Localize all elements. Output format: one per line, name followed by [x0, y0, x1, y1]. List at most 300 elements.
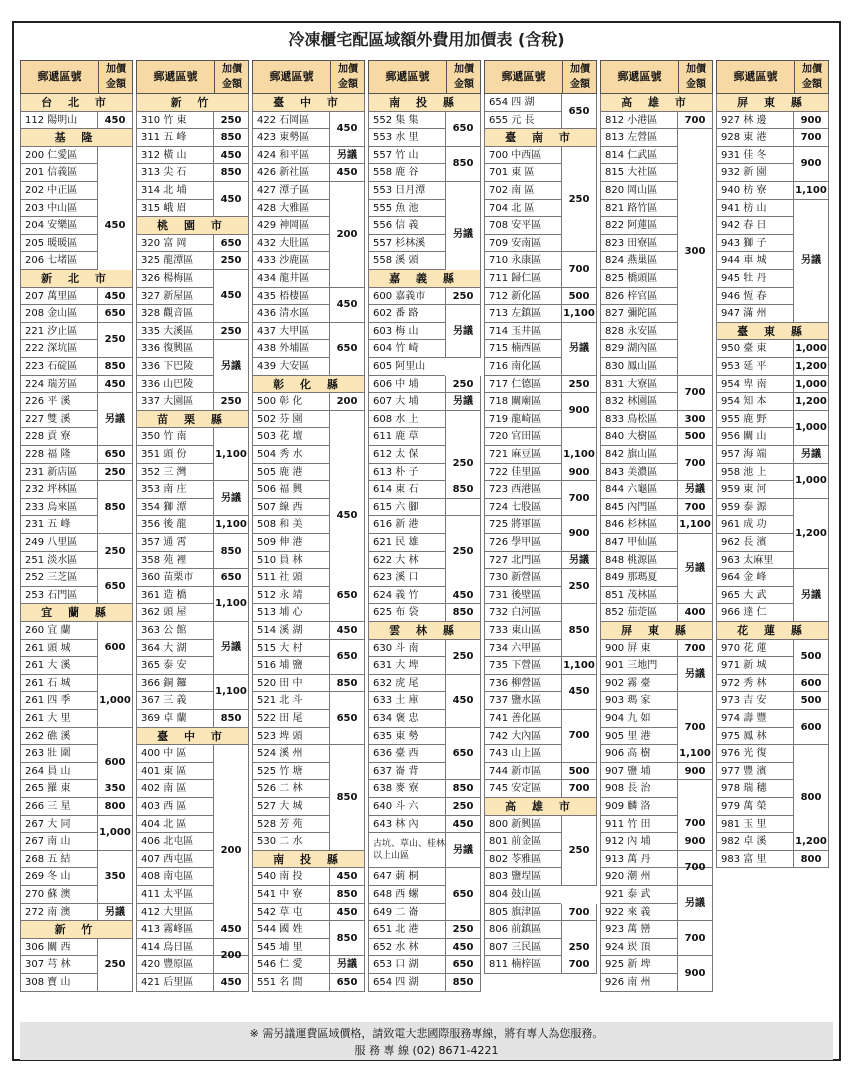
- fee-cell: 450: [329, 164, 365, 182]
- fee-cell: 250: [445, 411, 481, 517]
- fee-cell: 600: [97, 728, 133, 798]
- table-column: [136, 60, 249, 1022]
- zip-cell: 358 苑 裡: [136, 552, 213, 570]
- fee-cell: 250: [561, 921, 597, 974]
- zip-cell: 369 卓 蘭: [136, 710, 213, 728]
- zip-cell: 737 鹽水區: [484, 692, 561, 710]
- zip-cell: 652 水 林: [368, 939, 445, 957]
- fee-cell: 250: [97, 464, 133, 482]
- zip-cell: 古坑、草山、桂林以上山區: [368, 833, 445, 868]
- zip-cell: 414 烏日區: [136, 939, 213, 957]
- fee-cell: 450: [445, 816, 481, 834]
- zip-cell: 504 秀 水: [252, 446, 329, 464]
- fee-cell: 200: [213, 939, 249, 974]
- zip-cell: 231 新店區: [20, 464, 97, 482]
- zip-cell: 530 二 水: [252, 833, 329, 851]
- zip-cell: 363 公 館: [136, 622, 213, 640]
- zip-cell: 541 中 寮: [252, 886, 329, 904]
- zip-header: 郵遞區號: [21, 61, 99, 93]
- section-header: 嘉 義 縣: [368, 270, 481, 288]
- zip-cell: 437 大甲區: [252, 323, 329, 341]
- fee-cell: 850: [213, 534, 249, 569]
- zip-cell: 822 阿蓮區: [600, 217, 677, 235]
- zip-cell: 824 燕巢區: [600, 252, 677, 270]
- zip-cell: 978 瑞 穗: [716, 780, 793, 798]
- fee-cell: 700: [561, 710, 597, 763]
- zip-cell: 269 冬 山: [20, 868, 97, 886]
- zip-cell: 261 石 城: [20, 675, 97, 693]
- zip-cell: 959 東 河: [716, 481, 793, 499]
- zip-cell: 700 中西區: [484, 147, 561, 165]
- zip-cell: 614 東 石: [368, 481, 445, 499]
- zip-cell: 606 中 埔: [368, 376, 445, 394]
- zip-cell: 716 南化區: [484, 358, 561, 376]
- zip-cell: 710 永康區: [484, 252, 561, 270]
- fee-cell: 650: [561, 94, 597, 129]
- zip-cell: 352 三 灣: [136, 464, 213, 482]
- fee-cell: 450: [213, 974, 249, 992]
- fee-cell: 850: [97, 358, 133, 376]
- zip-cell: 813 左營區: [600, 129, 677, 147]
- fee-cell: 350: [97, 780, 133, 798]
- fee-cell: 850: [445, 147, 481, 182]
- fee-cell: 450: [329, 904, 365, 922]
- zip-cell: 360 苗栗市: [136, 569, 213, 587]
- fee-cell: 1,100: [213, 516, 249, 534]
- zip-cell: 811 楠梓區: [484, 956, 561, 974]
- zip-header: 郵遞區號: [485, 61, 563, 93]
- zip-cell: 727 北門區: [484, 552, 561, 570]
- fee-cell: 另議: [793, 446, 829, 464]
- zip-cell: 267 大 同: [20, 816, 97, 834]
- zip-cell: 943 獅 子: [716, 235, 793, 253]
- zip-cell: 846 杉林區: [600, 516, 677, 534]
- zip-cell: 224 瑞芳區: [20, 376, 97, 394]
- fee-cell: 另議: [213, 622, 249, 675]
- zip-cell: 429 神岡區: [252, 217, 329, 235]
- fee-header: 加價 金額: [106, 64, 126, 90]
- fee-cell: 450: [329, 411, 365, 622]
- fee-cell: 另議: [445, 393, 481, 411]
- zip-cell: 830 鳳山區: [600, 358, 677, 376]
- fee-cell: 600: [793, 710, 829, 745]
- zip-cell: 508 和 美: [252, 516, 329, 534]
- zip-cell: 983 富 里: [716, 851, 793, 869]
- zip-cell: 604 竹 崎: [368, 340, 445, 358]
- fee-cell: 200: [213, 745, 249, 956]
- section-header: 高 雄 市: [484, 798, 597, 816]
- zip-cell: 313 尖 石: [136, 164, 213, 182]
- zip-cell: 981 玉 里: [716, 816, 793, 834]
- zip-cell: 515 大 村: [252, 640, 329, 658]
- zip-cell: 426 新社區: [252, 164, 329, 182]
- zip-cell: 611 鹿 草: [368, 428, 445, 446]
- zip-cell: 602 番 路: [368, 305, 445, 323]
- zip-cell: 511 社 頭: [252, 569, 329, 587]
- zip-cell: 742 大內區: [484, 728, 561, 746]
- zip-cell: 718 關廟區: [484, 393, 561, 411]
- section-header: 屏 東 縣: [600, 622, 713, 640]
- zip-cell: 932 新 園: [716, 164, 793, 182]
- zip-cell: 901 三地門: [600, 657, 677, 675]
- zip-cell: 848 桃源區: [600, 552, 677, 570]
- zip-cell: 427 潭子區: [252, 182, 329, 200]
- zip-cell: 805 旗津區: [484, 904, 561, 922]
- zip-cell: 977 豐 濱: [716, 763, 793, 781]
- fee-cell: 850: [213, 164, 249, 182]
- section-header: 花 蓮 縣: [716, 622, 829, 640]
- zip-cell: 353 南 庄: [136, 481, 213, 499]
- fee-cell: 850: [445, 780, 481, 798]
- zip-cell: 622 大 林: [368, 552, 445, 570]
- fee-cell: 1,100: [213, 587, 249, 622]
- zip-cell: 651 北 港: [368, 921, 445, 939]
- zip-cell: 354 獅 潭: [136, 499, 213, 517]
- fee-cell: 250: [445, 798, 481, 816]
- fee-cell: 850: [213, 129, 249, 147]
- zip-cell: 975 鳳 林: [716, 728, 793, 746]
- fee-cell: 另議: [677, 886, 713, 921]
- section-header: 南 投 縣: [252, 851, 365, 869]
- zip-cell: 851 茂林區: [600, 587, 677, 605]
- fee-cell: 650: [213, 569, 249, 587]
- fee-cell: 450: [445, 587, 481, 605]
- fee-cell: 1,100: [561, 428, 597, 481]
- zip-cell: 612 太 保: [368, 446, 445, 464]
- zip-cell: 356 後 龍: [136, 516, 213, 534]
- zip-cell: 603 梅 山: [368, 323, 445, 341]
- zip-cell: 435 梧棲區: [252, 288, 329, 306]
- fee-cell: 650: [329, 692, 365, 745]
- zip-cell: 608 水 上: [368, 411, 445, 429]
- zip-cell: 503 花 壇: [252, 428, 329, 446]
- column-header: [252, 60, 365, 94]
- zip-cell: 314 北 埔: [136, 182, 213, 200]
- zip-cell: 945 牡 丹: [716, 270, 793, 288]
- zip-cell: 840 大樹區: [600, 428, 677, 446]
- zip-cell: 904 九 如: [600, 710, 677, 728]
- zip-cell: 553 日月潭: [368, 182, 445, 200]
- section-header: 宜 蘭 縣: [20, 604, 133, 622]
- zip-cell: 956 關 山: [716, 428, 793, 446]
- zip-cell: 814 仁武區: [600, 147, 677, 165]
- zip-cell: 326 楊梅區: [136, 270, 213, 288]
- fee-cell: 850: [445, 974, 481, 992]
- zip-cell: 924 崁 頂: [600, 939, 677, 957]
- fee-cell: 250: [97, 939, 133, 992]
- zip-cell: 958 池 上: [716, 464, 793, 482]
- fee-cell: 450: [97, 376, 133, 394]
- zip-cell: 909 麟 洛: [600, 798, 677, 816]
- zip-cell: 635 東 勢: [368, 728, 445, 746]
- zip-cell: 336 下巴陵: [136, 358, 213, 376]
- zip-cell: 908 長 治: [600, 780, 677, 798]
- column-header: [484, 60, 597, 94]
- zip-cell: 557 竹 山: [368, 147, 445, 165]
- zip-cell: 204 安樂區: [20, 217, 97, 235]
- zip-cell: 337 大園區: [136, 393, 213, 411]
- zip-cell: 207 萬里區: [20, 288, 97, 306]
- zip-cell: 903 瑪 家: [600, 692, 677, 710]
- fee-cell: 350: [97, 851, 133, 904]
- zip-cell: 336 復興區: [136, 340, 213, 358]
- zip-cell: 640 斗 六: [368, 798, 445, 816]
- zip-cell: 965 大 武: [716, 587, 793, 605]
- fee-table-sheet: [12, 21, 841, 1061]
- zip-cell: 231 五 峰: [20, 516, 97, 534]
- fee-cell: 700: [793, 129, 829, 147]
- zip-cell: 713 左鎮區: [484, 305, 561, 323]
- zip-cell: 223 石碇區: [20, 358, 97, 376]
- zip-cell: 253 石門區: [20, 587, 97, 605]
- zip-cell: 812 小港區: [600, 112, 677, 130]
- zip-cell: 364 大 湖: [136, 640, 213, 658]
- fee-cell: 1,000: [793, 340, 829, 358]
- fee-cell: 1,200: [793, 393, 829, 411]
- zip-cell: 826 梓官區: [600, 288, 677, 306]
- zip-cell: 327 新屋區: [136, 288, 213, 306]
- section-header: 南 投 縣: [368, 94, 481, 112]
- fee-cell: 650: [445, 956, 481, 974]
- zip-cell: 315 峨 眉: [136, 200, 213, 218]
- zip-cell: 557 杉林溪: [368, 235, 445, 253]
- fee-cell: 650: [329, 569, 365, 622]
- fee-cell: 250: [445, 288, 481, 306]
- zip-cell: 721 麻豆區: [484, 446, 561, 464]
- fee-cell: 500: [561, 763, 597, 781]
- zip-cell: 202 中正區: [20, 182, 97, 200]
- zip-cell: 407 西屯區: [136, 851, 213, 869]
- zip-cell: 432 大肚區: [252, 235, 329, 253]
- fee-cell: 1,100: [561, 657, 597, 675]
- fee-cell: 650: [97, 446, 133, 464]
- zip-cell: 500 彰 化: [252, 393, 329, 411]
- fee-cell: 500: [677, 428, 713, 446]
- zip-cell: 521 北 斗: [252, 692, 329, 710]
- zip-cell: 982 卓 溪: [716, 833, 793, 851]
- fee-cell: 另議: [213, 340, 249, 393]
- zip-cell: 362 頭 屋: [136, 604, 213, 622]
- zip-cell: 350 竹 南: [136, 428, 213, 446]
- zip-cell: 546 仁 愛: [252, 956, 329, 974]
- zip-cell: 966 達 仁: [716, 604, 793, 622]
- zip-cell: 403 西 區: [136, 798, 213, 816]
- fee-cell: 450: [213, 182, 249, 217]
- fee-cell: 另議: [445, 305, 481, 358]
- fee-cell: 另議: [677, 534, 713, 604]
- section-header: 彰 化 縣: [252, 376, 365, 394]
- zip-cell: 367 三 義: [136, 692, 213, 710]
- zip-cell: 400 中 區: [136, 745, 213, 763]
- section-header: 高 雄 市: [600, 94, 713, 112]
- zip-cell: 723 西港區: [484, 481, 561, 499]
- fee-header: 加價 金額: [338, 64, 358, 90]
- zip-cell: 719 龍崎區: [484, 411, 561, 429]
- zip-cell: 712 新化區: [484, 288, 561, 306]
- zip-cell: 972 秀 林: [716, 675, 793, 693]
- fee-cell: 850: [329, 745, 365, 851]
- zip-cell: 820 岡山區: [600, 182, 677, 200]
- zip-cell: 513 埔 心: [252, 604, 329, 622]
- zip-cell: 743 山上區: [484, 745, 561, 763]
- zip-cell: 263 壯 圍: [20, 745, 97, 763]
- fee-cell: 900: [677, 956, 713, 991]
- fee-cell: 另議: [97, 904, 133, 922]
- zip-cell: 928 東 港: [716, 129, 793, 147]
- zip-cell: 701 東 區: [484, 164, 561, 182]
- section-header: 台 北 市: [20, 94, 133, 112]
- zip-cell: 203 中山區: [20, 200, 97, 218]
- zip-cell: 631 大 埤: [368, 657, 445, 675]
- zip-cell: 654 四 湖: [368, 974, 445, 992]
- zip-cell: 558 鹿 谷: [368, 164, 445, 182]
- section-header: 臺 南 市: [484, 129, 597, 147]
- zip-cell: 558 溪 頭: [368, 252, 445, 270]
- zip-cell: 270 蘇 澳: [20, 886, 97, 904]
- zip-cell: 228 福 隆: [20, 446, 97, 464]
- zip-cell: 261 大 溪: [20, 657, 97, 675]
- zip-cell: 406 北屯區: [136, 833, 213, 851]
- zip-cell: 423 東勢區: [252, 129, 329, 147]
- zip-cell: 912 內 埔: [600, 833, 677, 851]
- zip-cell: 616 新 港: [368, 516, 445, 534]
- fee-cell: 650: [445, 728, 481, 781]
- fee-cell: 850: [329, 921, 365, 956]
- zip-cell: 206 七堵區: [20, 252, 97, 270]
- zip-cell: 633 土 庫: [368, 692, 445, 710]
- fee-cell: 300: [677, 411, 713, 429]
- zip-cell: 649 二 崙: [368, 904, 445, 922]
- zip-cell: 804 鼓山區: [484, 886, 561, 904]
- zip-cell: 433 沙鹿區: [252, 252, 329, 270]
- zip-cell: 632 虎 尾: [368, 675, 445, 693]
- zip-cell: 434 龍井區: [252, 270, 329, 288]
- zip-cell: 744 新市區: [484, 763, 561, 781]
- zip-cell: 828 永安區: [600, 323, 677, 341]
- zip-cell: 732 白河區: [484, 604, 561, 622]
- zip-cell: 931 佳 冬: [716, 147, 793, 165]
- zip-cell: 361 造 橋: [136, 587, 213, 605]
- fee-cell: 250: [445, 499, 481, 605]
- fee-cell: 另議: [561, 323, 597, 376]
- fee-cell: 450: [445, 939, 481, 957]
- zip-cell: 954 知 本: [716, 393, 793, 411]
- section-header: 苗 栗 縣: [136, 411, 249, 429]
- zip-cell: 961 成 功: [716, 516, 793, 534]
- fee-cell: 700: [677, 376, 713, 411]
- zip-cell: 720 官田區: [484, 428, 561, 446]
- zip-cell: 514 溪 湖: [252, 622, 329, 640]
- fee-cell: 450: [329, 622, 365, 640]
- fee-cell: 1,100: [213, 675, 249, 710]
- fee-cell: 900: [793, 112, 829, 130]
- zip-cell: 655 元 長: [484, 112, 561, 130]
- zip-cell: 634 褒 忠: [368, 710, 445, 728]
- fee-cell: 500: [561, 288, 597, 306]
- fee-cell: 450: [329, 112, 365, 147]
- fee-cell: 800: [97, 798, 133, 816]
- fee-cell: 650: [329, 974, 365, 992]
- section-header: 新 竹: [20, 921, 133, 939]
- zip-cell: 320 富 岡: [136, 235, 213, 253]
- table-column: [252, 60, 365, 1022]
- zip-cell: 424 和平區: [252, 147, 329, 165]
- fee-cell: 另議: [213, 481, 249, 516]
- zip-cell: 200 仁愛區: [20, 147, 97, 165]
- fee-cell: 1,100: [793, 182, 829, 200]
- fee-cell: 250: [213, 323, 249, 341]
- zip-cell: 261 四 季: [20, 692, 97, 710]
- fee-cell: 650: [213, 235, 249, 253]
- zip-cell: 944 車 城: [716, 252, 793, 270]
- fee-header: 加價 金額: [802, 64, 822, 90]
- zip-cell: 970 花 蓮: [716, 640, 793, 658]
- zip-cell: 953 延 平: [716, 358, 793, 376]
- zip-cell: 524 溪 州: [252, 745, 329, 763]
- zip-cell: 422 石岡區: [252, 112, 329, 130]
- zip-cell: 613 朴 子: [368, 464, 445, 482]
- zip-cell: 436 清水區: [252, 305, 329, 323]
- section-header: 臺 中 市: [252, 94, 365, 112]
- fee-cell: 450: [213, 270, 249, 323]
- zip-cell: 825 橋頭區: [600, 270, 677, 288]
- zip-cell: 833 鳥松區: [600, 411, 677, 429]
- zip-cell: 226 平 溪: [20, 393, 97, 411]
- fee-cell: 300: [677, 129, 713, 375]
- fee-cell: 250: [445, 376, 481, 394]
- fee-cell: 900: [561, 393, 597, 428]
- fee-cell: 700: [677, 446, 713, 481]
- fee-cell: 850: [213, 710, 249, 728]
- zip-cell: 438 外埔區: [252, 340, 329, 358]
- fee-cell: 1,200: [793, 833, 829, 851]
- fee-cell: 250: [97, 323, 133, 358]
- fee-cell: 700: [677, 499, 713, 517]
- fee-cell: 850: [97, 481, 133, 534]
- fee-cell: 650: [97, 569, 133, 604]
- zip-cell: 734 六甲區: [484, 640, 561, 658]
- zip-cell: 923 萬 巒: [600, 921, 677, 939]
- zip-cell: 735 下營區: [484, 657, 561, 675]
- zip-cell: 831 大寮區: [600, 376, 677, 394]
- fee-cell: 1,100: [213, 428, 249, 481]
- fee-header: 加價 金額: [454, 64, 474, 90]
- fee-cell: 650: [329, 640, 365, 675]
- fee-cell: 700: [677, 851, 713, 886]
- zip-cell: 829 湖內區: [600, 340, 677, 358]
- fee-cell: 900: [677, 833, 713, 851]
- fee-cell: 600: [97, 622, 133, 675]
- table-column: [600, 60, 713, 1022]
- zip-cell: 551 名 間: [252, 974, 329, 992]
- fee-cell: 另議: [445, 182, 481, 288]
- zip-cell: 941 枋 山: [716, 200, 793, 218]
- zip-cell: 272 南 澳: [20, 904, 97, 922]
- zip-cell: 251 淡水區: [20, 552, 97, 570]
- fee-cell: 250: [561, 816, 597, 886]
- fee-cell: 700: [677, 921, 713, 956]
- zip-cell: 366 銅 鑼: [136, 675, 213, 693]
- zip-cell: 553 水 里: [368, 129, 445, 147]
- column-header: [20, 60, 133, 94]
- zip-cell: 653 口 湖: [368, 956, 445, 974]
- fee-header: 加價 金額: [222, 64, 242, 90]
- fee-cell: 700: [677, 780, 713, 868]
- zip-cell: 312 橫 山: [136, 147, 213, 165]
- fee-table: [20, 60, 833, 1022]
- zip-cell: 803 鹽埕區: [484, 868, 561, 886]
- section-header: 雲 林 縣: [368, 622, 481, 640]
